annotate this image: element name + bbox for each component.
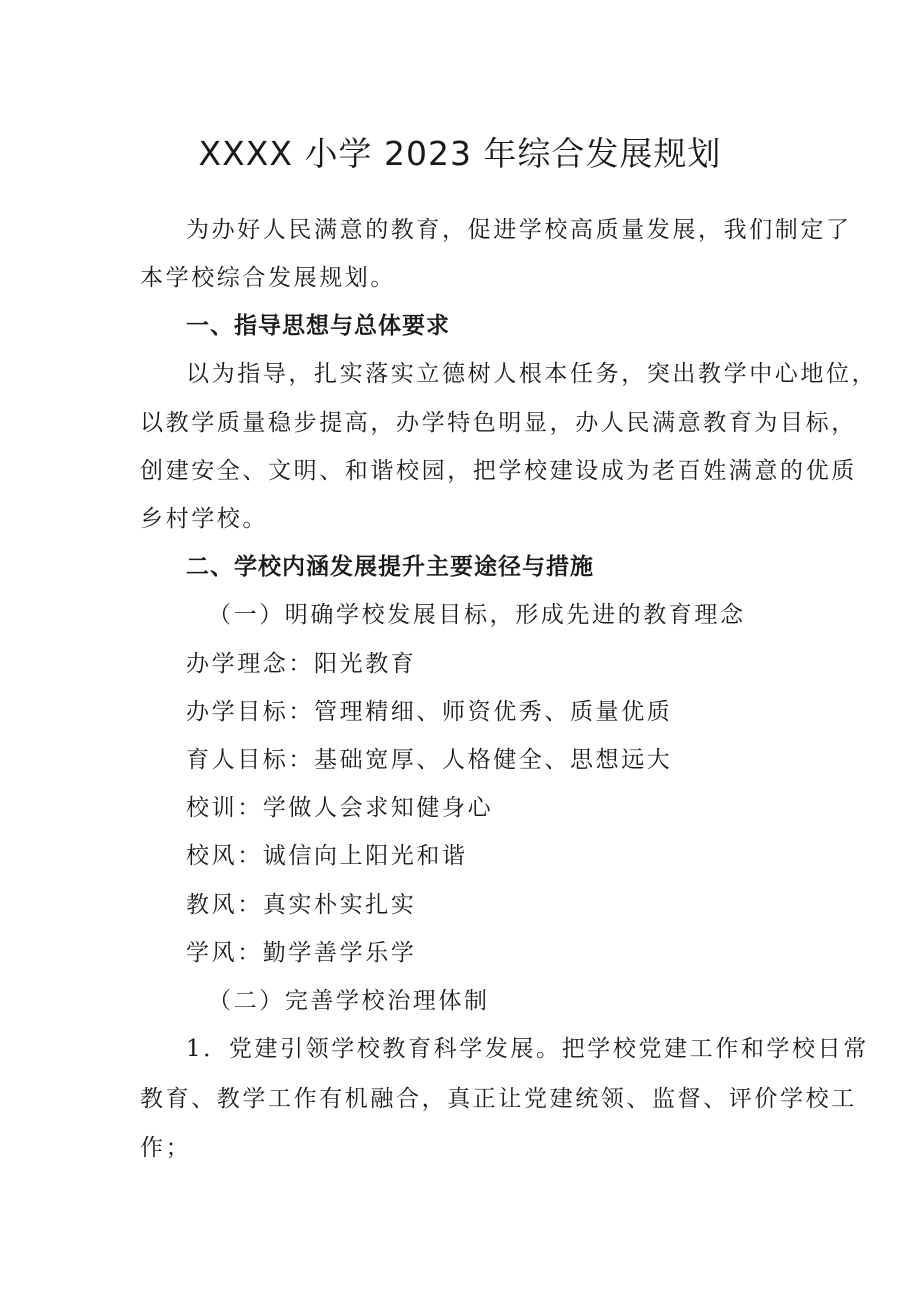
paragraph-line: 1．党建引领学校教育科学发展。把学校党建工作和学校日常 — [186, 1036, 869, 1062]
list-item: 教风：真实朴实扎实 — [186, 892, 417, 918]
list-item: 办学理念：阳光教育 — [186, 651, 417, 677]
paragraph-line: 教育、教学工作有机融合，真正让党建统领、监督、评价学校工 — [140, 1086, 857, 1112]
paragraph-line: 作； — [140, 1135, 192, 1161]
paragraph-line: 创建安全、文明、和谐校园，把学校建设成为老百姓满意的优质 — [140, 458, 857, 484]
section-heading: 一、指导思想与总体要求 — [186, 313, 450, 339]
list-item: 学风：勤学善学乐学 — [186, 940, 417, 966]
document-title: XXXX 小学 2023 年综合发展规划 — [198, 134, 722, 174]
paragraph-line: 为办好人民满意的教育，促进学校高质量发展，我们制定了 — [186, 217, 852, 243]
subsection-heading: （一）明确学校发展目标，形成先进的教育理念 — [208, 602, 746, 628]
list-item: 办学目标：管理精细、师资优秀、质量优质 — [186, 699, 673, 725]
subsection-heading: （二）完善学校治理体制 — [208, 988, 490, 1014]
paragraph-line: 本学校综合发展规划。 — [140, 265, 396, 291]
list-item: 育人目标：基础宽厚、人格健全、思想远大 — [186, 747, 673, 773]
section-heading: 二、学校内涵发展提升主要途径与措施 — [186, 554, 594, 580]
list-item: 校训：学做人会求知健身心 — [186, 795, 494, 821]
paragraph-line: 以教学质量稳步提高，办学特色明显，办人民满意教育为目标， — [140, 410, 857, 436]
paragraph-line: 乡村学校。 — [140, 506, 268, 532]
paragraph-line: 以为指导，扎实落实立德树人根本任务，突出教学中心地位， — [186, 361, 878, 387]
list-item: 校风：诚信向上阳光和谐 — [186, 843, 468, 869]
